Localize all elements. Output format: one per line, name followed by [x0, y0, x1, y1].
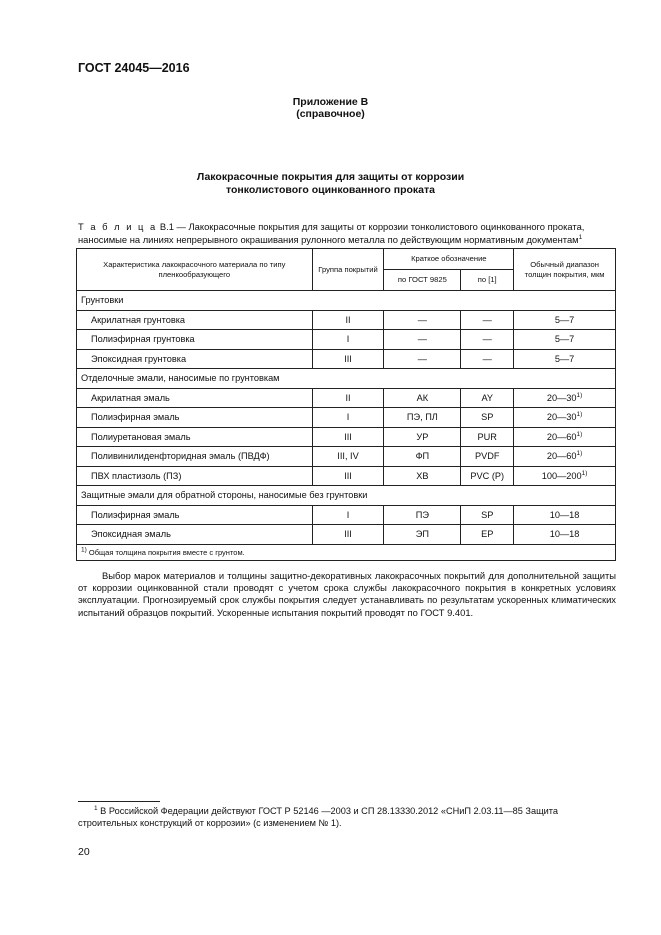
ref-designation: PVDF [461, 447, 514, 467]
thickness-cell [514, 330, 616, 350]
thickness-value: 5—7 [554, 334, 575, 345]
ref-designation: AY [461, 388, 514, 408]
material-name: Эпоксидная грунтовка [77, 349, 313, 369]
thickness-cell [514, 310, 616, 330]
material-name: Акрилатная грунтовка [77, 310, 313, 330]
thickness-cell [514, 466, 616, 486]
ref-designation: — [461, 330, 514, 350]
footnote [78, 805, 616, 829]
gost-designation: — [384, 349, 461, 369]
table-row [77, 505, 616, 525]
appendix-subtitle: (справочное) [296, 108, 365, 120]
material-name: Полиэфирная грунтовка [77, 330, 313, 350]
table-row [77, 447, 616, 467]
thickness-value: 20—60 [546, 431, 577, 442]
section-title-line-1: Лакокрасочные покрытия для защиты от коррозии [196, 171, 465, 183]
section-title: Грунтовки [77, 291, 616, 311]
thickness-cell [514, 408, 616, 428]
gost-designation: УР [384, 427, 461, 447]
thickness-cell [514, 349, 616, 369]
thickness-cell [514, 447, 616, 467]
ref-designation: EP [461, 525, 514, 545]
table-caption-text: В.1 — Лакокрасочные покрытия для защиты от коррозии тонколистового оцинкованного проката, наносимые на линиях непрерывного окрашивания рулонного металла по действующим нормативным документам [78, 221, 585, 245]
footnote-text: В Российской Федерации действуют ГОСТ Р 52146 —2003 и СП 28.13330.2012 «СНиП 2.03.11—85 Защита строительных конструкций от коррозии» (с изменением № 1). [78, 806, 559, 829]
coating-group: I [312, 505, 384, 525]
thickness-value: 5—7 [554, 353, 575, 364]
coating-group: III [312, 525, 384, 545]
table-row [77, 466, 616, 486]
ref-designation: — [461, 310, 514, 330]
thickness-cell [514, 427, 616, 447]
ref-designation: SP [461, 505, 514, 525]
header-group: Группа покрытий [312, 249, 384, 291]
thickness-cell [514, 388, 616, 408]
material-name: Поливинилиденфторидная эмаль (ПВДФ) [77, 447, 313, 467]
table-caption [78, 221, 616, 246]
ref-designation: PVC (P) [461, 466, 514, 486]
coating-group: III, IV [312, 447, 384, 467]
appendix-title: Приложение В [292, 96, 369, 108]
table-note-text: Общая толщина покрытия вместе с грунтом. [86, 547, 245, 557]
material-name: Полиэфирная эмаль [77, 408, 313, 428]
gost-designation: АК [384, 388, 461, 408]
ref-designation: SP [461, 408, 514, 428]
thickness-value: 5—7 [554, 314, 575, 325]
table-note-mark: 1) [81, 546, 87, 553]
table-row [77, 408, 616, 428]
thickness-note-mark: 1) [576, 391, 583, 399]
coating-group: III [312, 427, 384, 447]
coating-group: III [312, 466, 384, 486]
header-thickness: Обычный диапазон толщин покрытия, мкм [514, 249, 616, 291]
header-gost9825: по ГОСТ 9825 [384, 270, 461, 291]
section-title: Защитные эмали для обратной стороны, наносимые без грунтовки [77, 486, 616, 506]
section-title-line-2: тонколистового оцинкованного проката [226, 184, 435, 196]
thickness-note-mark: 1) [576, 450, 583, 458]
coating-group: I [312, 408, 384, 428]
thickness-cell [514, 505, 616, 525]
gost-designation: — [384, 310, 461, 330]
thickness-value: 20—30 [546, 392, 577, 403]
table-row [77, 330, 616, 350]
thickness-cell [514, 525, 616, 545]
thickness-note-mark: 1) [576, 430, 583, 438]
table-row [77, 388, 616, 408]
thickness-value: 20—30 [546, 412, 577, 423]
gost-designation: ФП [384, 447, 461, 467]
material-name: Полиуретановая эмаль [77, 427, 313, 447]
table-body [77, 291, 616, 545]
footnote-mark: 1 [94, 804, 98, 812]
section-row [77, 486, 616, 506]
header-ref1: по [1] [461, 270, 514, 291]
section-row [77, 291, 616, 311]
footnote-divider [78, 801, 160, 802]
thickness-note-mark: 1) [576, 411, 583, 419]
gost-designation: ПЭ [384, 505, 461, 525]
gost-designation: — [384, 330, 461, 350]
gost-designation: ПЭ, ПЛ [384, 408, 461, 428]
coating-group: II [312, 310, 384, 330]
thickness-value: 10—18 [549, 509, 580, 520]
table-row [77, 427, 616, 447]
thickness-value: 20—60 [546, 451, 577, 462]
material-name: Акрилатная эмаль [77, 388, 313, 408]
section-row [77, 369, 616, 389]
table-row [77, 349, 616, 369]
document-code: ГОСТ 24045—2016 [78, 61, 190, 75]
gost-designation: ХВ [384, 466, 461, 486]
ref-designation: — [461, 349, 514, 369]
coating-group: III [312, 349, 384, 369]
ref-designation: PUR [461, 427, 514, 447]
thickness-value: 100—200 [541, 470, 582, 481]
body-paragraph: Выбор марок материалов и толщины защитно-декоративных лакокрасочных покрытий для дополнительной защиты от коррозии оцинкованной стали проводят с учетом срока службы лакокрасочного покрытия в конкретных условиях эксплуатации. Прогнозируемый срок службы покрытия следует устанавливать по результатам ускоренных климатических испытаний образцов покрытий. Ускоренные испытания покрытий проводят по ГОСТ 9.401. [78, 570, 616, 618]
table-row [77, 525, 616, 545]
coating-group: II [312, 388, 384, 408]
header-characteristic: Характеристика лакокрасочного материала по типу пленкообразующего [77, 249, 313, 291]
material-name: Эпоксидная эмаль [77, 525, 313, 545]
thickness-value: 10—18 [549, 529, 580, 540]
table-caption-prefix: Т а б л и ц а [78, 221, 158, 232]
table-row [77, 310, 616, 330]
thickness-note-mark: 1) [581, 469, 588, 477]
coating-group: I [312, 330, 384, 350]
table-note [77, 544, 616, 560]
gost-designation: ЭП [384, 525, 461, 545]
table-caption-footnote-mark: 1 [578, 233, 583, 241]
page-number: 20 [78, 846, 90, 858]
coatings-table [76, 248, 616, 561]
section-title: Отделочные эмали, наносимые по грунтовкам [77, 369, 616, 389]
material-name: ПВХ пластизоль (ПЗ) [77, 466, 313, 486]
material-name: Полиэфирная эмаль [77, 505, 313, 525]
header-designation: Краткое обозначение [384, 249, 514, 270]
